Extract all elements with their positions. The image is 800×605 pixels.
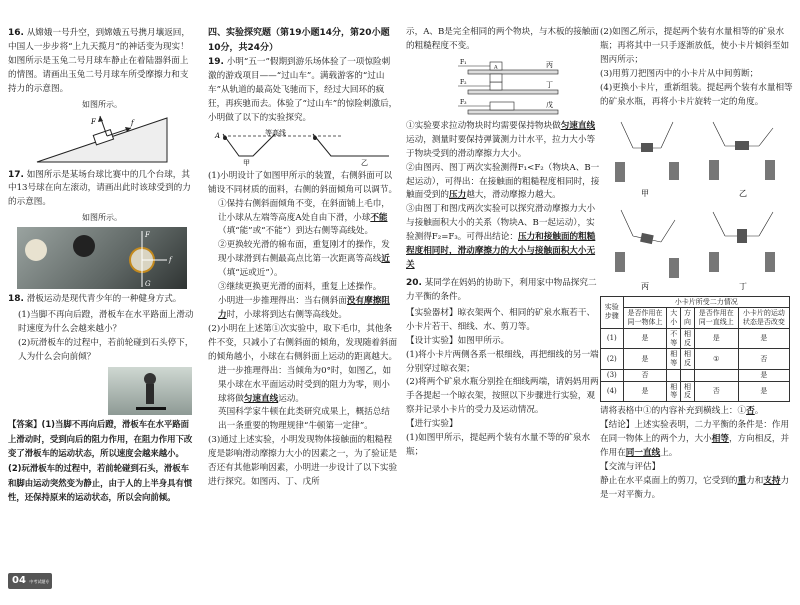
figure-ding-label: 丁 — [546, 80, 553, 89]
question-17 — [8, 168, 196, 211]
section-title: 四、实验探究题（第19小题14分，第20小题10分，共24分） — [208, 28, 390, 53]
paragraph: (4)更换小卡片，重新组装。提起两个装有水量相等的矿泉水瓶，再将小卡片旋转一定的角度。 — [600, 82, 793, 107]
table-header: 大小 — [667, 308, 681, 329]
question-text: 某同学在妈妈的协助下，利用家中物品探究二力平衡的条件。 — [406, 277, 597, 302]
table-header: 方向 — [681, 308, 695, 329]
paragraph: 示，A、B是完全相同的两个物块，与木板的接触面的粗糙程度不变。 — [406, 27, 599, 51]
question-text: 如图所示是某场台球比赛中的几个台球，其中13号球在向左滚动，请画出此时该球受到的力的示意图。 — [8, 169, 191, 208]
answer-blank: 支持 — [763, 475, 781, 486]
f1-label: F₁ — [460, 58, 467, 66]
table-row: (3) 否 是 — [601, 369, 790, 381]
paragraph: (2)如图乙所示，提起两个装有水量相等的矿泉水瓶；再将其中一只手逐渐放低，使小卡片倾斜至如图丙所示； — [600, 27, 790, 65]
paragraph: (1)将小卡片两侧各系一根细线，再把细线的另一端分别穿过晾衣架； — [406, 349, 599, 374]
force-arrows — [17, 227, 187, 289]
column-1 — [8, 26, 196, 505]
f3-label: F₃ — [460, 98, 467, 106]
answer-caption: 如图所示。 — [82, 213, 122, 223]
contour-label: 等高线 — [265, 128, 286, 137]
friction-label: f — [131, 118, 134, 127]
paragraph: (3)通过上述实验，小明发现物体接触面的粗糙程度是影响滑动摩擦力大小的因素之一，为了验证是否还有其他影响因素，小明进一步设计了以下实验进行探究。如图丙、丁、戊所 — [208, 435, 398, 488]
paragraph: 英国科学家牛顿在此类研究成果上，概括总结出一条重要的物理规律“牛顿第一定律”。 — [218, 407, 390, 432]
step-2: ②更换较光滑的棉布面，重复刚才的操作，发现小球滑到右侧最高点比第一次距离等高线近（填“远或近”）。 — [218, 240, 390, 279]
subquestion-1: (1)当脚不再向后蹬，滑板车在水平路面上滑动时速度为什么会越来越小？ — [18, 310, 194, 335]
billiard-balls-photo — [17, 227, 187, 289]
paragraph: 静止在水平桌面上的剪刀，它受到的重力和支持力是一对平衡力。 — [600, 475, 790, 500]
answer-blank: 否 — [746, 406, 755, 417]
answer-block — [8, 417, 196, 505]
question-number: 18. — [8, 294, 24, 305]
answer-blank: 压力 — [448, 190, 467, 201]
page-number-badge — [8, 573, 52, 601]
skateboard-photo — [108, 367, 192, 415]
question-number: 16. — [8, 28, 24, 38]
table-row: (2) 是 相等 相反 ① 否 — [601, 349, 790, 370]
page-number: 04 — [12, 575, 26, 586]
conclusion-2: 进一步推理得出：当倾角为0°时，如图乙，如果小球在水平面运动时受到的阻力为零，则小球将做匀速直线运动。 — [218, 365, 392, 404]
incline-diagram — [27, 114, 177, 166]
answer-blank: 匀速直线 — [560, 120, 596, 131]
figure-wu-label: 戊 — [546, 100, 553, 109]
paragraph: (3)用剪刀把图丙中的小卡片从中间剪断； — [600, 68, 759, 79]
paragraph: 【实验器材】晾衣架两个、相同的矿泉水瓶若干、小卡片若干、细线、水、剪刀等。 — [406, 307, 596, 332]
paragraph: 请将表格中①的内容补充到横线上：①否。 — [600, 406, 764, 417]
paragraph: 【结论】上述实验表明，二力平衡的条件是：作用在同一物体上的两个力，大小相等，方向相反，并作用在同一直线上。 — [600, 419, 790, 458]
figure-ding-label: 丁 — [739, 281, 747, 291]
paragraph: (1)小明设计了如图甲所示的装置，右侧斜面可以铺设不同材质的面料，右侧的斜面倾角可以调节。 — [208, 170, 398, 195]
table-caption: 小卡片所受二力情况 — [623, 296, 789, 308]
friction-experiment-diagram — [438, 56, 568, 118]
figure-jia-label: 甲 — [641, 188, 649, 198]
table-header: 是否作用在同一直线上 — [694, 308, 738, 329]
section-label: 【进行实验】 — [406, 419, 458, 430]
conclusion-1: 小明进一步推理得出：当右侧斜面没有摩擦阻力时，小球将到达右侧等高线处。 — [218, 296, 390, 320]
answer-blank: 相等 — [711, 433, 729, 444]
answer-blank: 近 — [381, 254, 390, 265]
answer-blank: 没有摩擦阻力 — [218, 296, 390, 320]
point-a-label: A — [215, 131, 221, 140]
answer-blank: 压力和接触面的粗糙程度相同时，滑动摩擦力的大小与接触面积大小无关 — [406, 232, 596, 271]
answer-label: 【答案】 — [8, 418, 42, 429]
answer-blank: 同一直线 — [625, 447, 661, 458]
friction-label: f — [169, 256, 172, 265]
question-20 — [406, 276, 600, 305]
paragraph: (2)将两个矿泉水瓶分别拴在细线两端，请妈妈用两手各提起一个晾衣架，按照以下步骤进行实验，观察并记录小卡片的受力及运动情况。 — [406, 377, 599, 416]
column-3 — [406, 26, 600, 460]
question-18 — [8, 292, 196, 307]
answer-blank: 匀速直线 — [243, 393, 279, 404]
figure-yi-label: 乙 — [361, 158, 368, 167]
table-row: (4) 是 相等 相反 否 是 — [601, 381, 790, 402]
answer-text: (1)当脚不再向后蹬，滑板车在水平路面上滑动时，受到向后的阻力作用，在阻力作用下改变了滑板车的运动状态，所以速度会越来越小。(2)玩滑板车的过程中，若前轮碰到石头，滑板车和脚由运动突然变为静止，由于人的上半身具有惯性，还保持原来的运动状态，所以会向前倾。 — [8, 418, 193, 503]
answer-blank: 不能 — [370, 212, 388, 223]
table-header: 是否作用在同一物体上 — [623, 308, 667, 329]
column-4 — [600, 26, 796, 502]
setup-ding — [709, 212, 775, 291]
figure-bing-label: 丙 — [641, 281, 649, 291]
question-text: 滑板运动是现代青少年的一种健身方式。 — [26, 294, 182, 305]
figure-jia-label: 甲 — [243, 158, 250, 167]
table-header: 小卡片的运动状态是否改变 — [738, 308, 789, 329]
normal-force-label: F — [145, 231, 150, 240]
answer-caption: 如图所示。 — [82, 99, 122, 109]
support-force-label: F — [91, 117, 96, 126]
paragraph: ③由图丁和图戊两次实验可以探究滑动摩擦力大小与接触面积大小的关系（物块A、B一起运动），实验测得F₂=F₃。可得出结论：压力和接触面的粗糙程度相同时，滑动摩擦力的大小与接触面积大小无关 — [406, 204, 596, 271]
figure-yi-label: 乙 — [739, 188, 747, 198]
paragraph: ①实验要求拉动物块时均需要保持物块做匀速直线运动，测量时要保持弹簧测力计水平，拉力大小等于物块受到的滑动摩擦力大小。 — [406, 120, 596, 159]
footer-text: 中考试题专题卷 — [12, 579, 50, 601]
answer-blank: 重 — [737, 475, 747, 486]
question-16 — [8, 26, 196, 97]
question-text: 从嫦娥一号升空，到嫦娥五号携月壤返回，中国人一步步将“上九天揽月”的神话变为现实！如图所示是玉兔二号月球车静止在着陆器斜面上的情图。请画出玉兔二号月球车所受摩擦力和支持力的示意图。 — [8, 28, 190, 94]
paragraph: 【设计实验】如图甲所示。 — [406, 335, 510, 346]
table-row: (1) 是 不等 相反 是 是 — [601, 328, 790, 349]
setup-yi — [709, 122, 775, 198]
card-balance-diagram — [613, 112, 783, 292]
roller-track-diagram — [213, 128, 393, 168]
table-header: 实验步骤 — [601, 296, 624, 328]
question-number: 17. — [8, 169, 24, 180]
gravity-label: G — [145, 280, 151, 289]
paragraph: ②由图丙、图丁两次实验测得F₁<F₂（物块A、B一起运动），可得出：在接触面的粗糙程度相同时，接触面受到的压力越大，滑动摩擦力越大。 — [406, 162, 600, 201]
paragraph: (2)小明在上述第①次实验中，取下毛巾，其他条件不变，只减小了右侧斜面的倾角，发现随着斜面的倾角越小，小球在右侧斜面上运动的距离越大。 — [208, 323, 398, 362]
step-1: ①保持右侧斜面倾角不变，在斜面铺上毛巾，让小球从左端等高度A处自由下滑，小球不能（填“能”或“不能”）到达右侧等高线处。 — [218, 198, 390, 237]
figure-bing-label: 丙 — [546, 60, 553, 69]
results-table — [600, 296, 790, 403]
subquestion-2: (2)玩滑板车的过程中，若前轮碰到石头停下，人为什么会向前倾？ — [18, 338, 194, 362]
column-2 — [208, 26, 398, 490]
step-3: ③继续更换更光滑的面料，重复上述操作。 — [218, 282, 382, 293]
question-text: 小明“五一”假期到游乐场体验了一项惊险刺激的游戏项目——“过山车”。满载游客的“过山车”从轨道的最高处飞驰而下，经过大回环的疯狂，再疾驰而去。体验了“过山车”的惊险刺激后，小明做了以下的实验探究。 — [208, 57, 398, 123]
question-number: 19. — [208, 57, 224, 68]
setup-jia — [615, 122, 679, 198]
setup-bing — [615, 210, 679, 291]
section-label: 【交流与评估】 — [600, 461, 661, 472]
f2-label: F₂ — [460, 78, 467, 86]
question-number: 20. — [406, 277, 422, 288]
question-19 — [208, 55, 398, 126]
paragraph: (1)如图甲所示，提起两个装有水量不等的矿泉水瓶； — [406, 433, 591, 458]
block-a-label: A — [494, 64, 498, 71]
